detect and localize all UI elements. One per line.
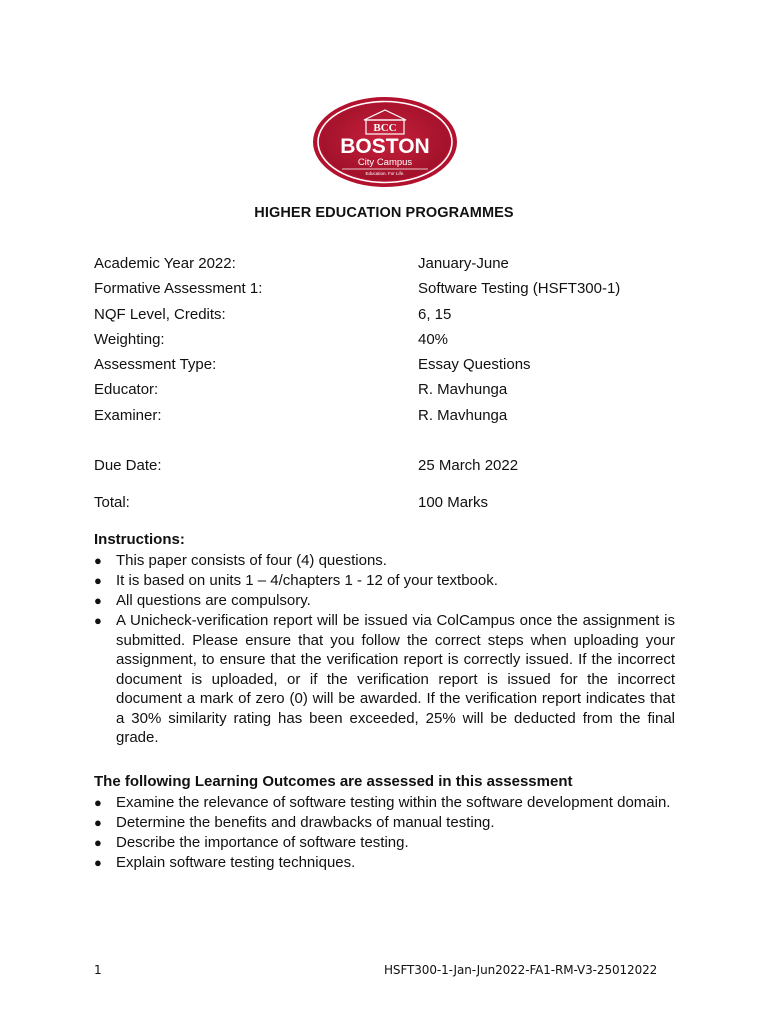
instructions-title: Instructions: <box>94 531 185 548</box>
assessment-details <box>94 255 694 520</box>
detail-row <box>94 280 694 305</box>
detail-value: January-June <box>418 255 509 272</box>
list-item: ● It is based on units 1 – 4/chapters 1 - 12 of your textbook. <box>94 572 498 590</box>
list-item: ● Determine the benefits and drawbacks of manual testing. <box>94 814 495 832</box>
list-item: ● This paper consists of four (4) questions. <box>94 552 387 569</box>
document-code: HSFT300-1-Jan-Jun2022-FA1-RM-V3-25012022 <box>384 963 658 977</box>
bullet-icon: ● <box>94 613 102 629</box>
detail-label: Educator: <box>94 381 159 399</box>
bullet-icon: ● <box>94 795 102 810</box>
bullet-icon: ● <box>94 573 102 589</box>
detail-label: Total: <box>94 494 130 512</box>
detail-label: Due Date: <box>94 457 162 475</box>
bullet-icon: ● <box>94 855 102 871</box>
bullet-icon: ● <box>94 593 102 609</box>
list-item: ● Describe the importance of software testing. <box>94 834 409 852</box>
detail-row <box>94 407 694 432</box>
page-heading: HIGHER EDUCATION PROGRAMMES <box>254 205 514 221</box>
detail-value: 40% <box>418 330 449 348</box>
bullet-icon: ● <box>94 835 102 851</box>
detail-label: Weighting: <box>94 330 165 348</box>
detail-value: Software Testing (HSFT300-1) <box>418 280 621 298</box>
detail-row <box>94 381 694 406</box>
detail-row-total <box>94 494 694 519</box>
detail-value: R. Mavhunga <box>418 381 508 399</box>
learning-outcomes-title: The following Learning Outcomes are assessed in this assessment <box>94 773 573 790</box>
detail-row <box>94 331 694 356</box>
detail-value: R. Mavhunga <box>418 406 508 424</box>
list-item: ● Examine the relevance of software testing within the software development domain. <box>94 794 671 811</box>
bullet-icon: ● <box>94 553 102 568</box>
detail-label: Examiner: <box>94 406 162 424</box>
detail-row <box>94 306 694 331</box>
logo-monogram: BCC <box>373 122 397 134</box>
detail-value: 25 March 2022 <box>418 457 519 475</box>
boston-city-campus-logo <box>312 96 458 188</box>
page-number: 1 <box>94 963 102 977</box>
list-item: ● Explain software testing techniques. <box>94 854 356 872</box>
list-item: ● All questions are compulsory. <box>94 592 311 610</box>
list-item: ● A Unicheck-verification report will be issued via ColCampus once the assignment is submitted. Please ensure that you follow the correct steps when uploading your assignment, to ensure that the verification report is correctly issued. If the incorrect document is uploaded, or if the verification report is issued for the incorrect document a mark of zero (0) will be awarded. If the verification report indicates that a 30% similarity rating has been exceeded, 25% will be deducted from the final grade. <box>94 612 675 747</box>
logo-subtitle: City Campus <box>357 157 413 168</box>
detail-label: Academic Year 2022: <box>94 255 236 272</box>
detail-row-due-date <box>94 457 694 482</box>
detail-value: 6, 15 <box>418 305 452 323</box>
detail-value: 100 Marks <box>418 494 489 512</box>
detail-label: Assessment Type: <box>94 356 217 374</box>
detail-label: NQF Level, Credits: <box>94 305 226 323</box>
instructions-list <box>94 551 675 748</box>
learning-outcomes-list <box>94 793 675 873</box>
logo-tagline: Education. For Life. <box>365 171 405 176</box>
bullet-icon: ● <box>94 815 102 831</box>
detail-label: Formative Assessment 1: <box>94 280 263 298</box>
logo-name: BOSTON <box>340 135 430 158</box>
detail-value: Essay Questions <box>418 356 531 374</box>
detail-row <box>94 356 694 381</box>
detail-row <box>94 255 694 280</box>
